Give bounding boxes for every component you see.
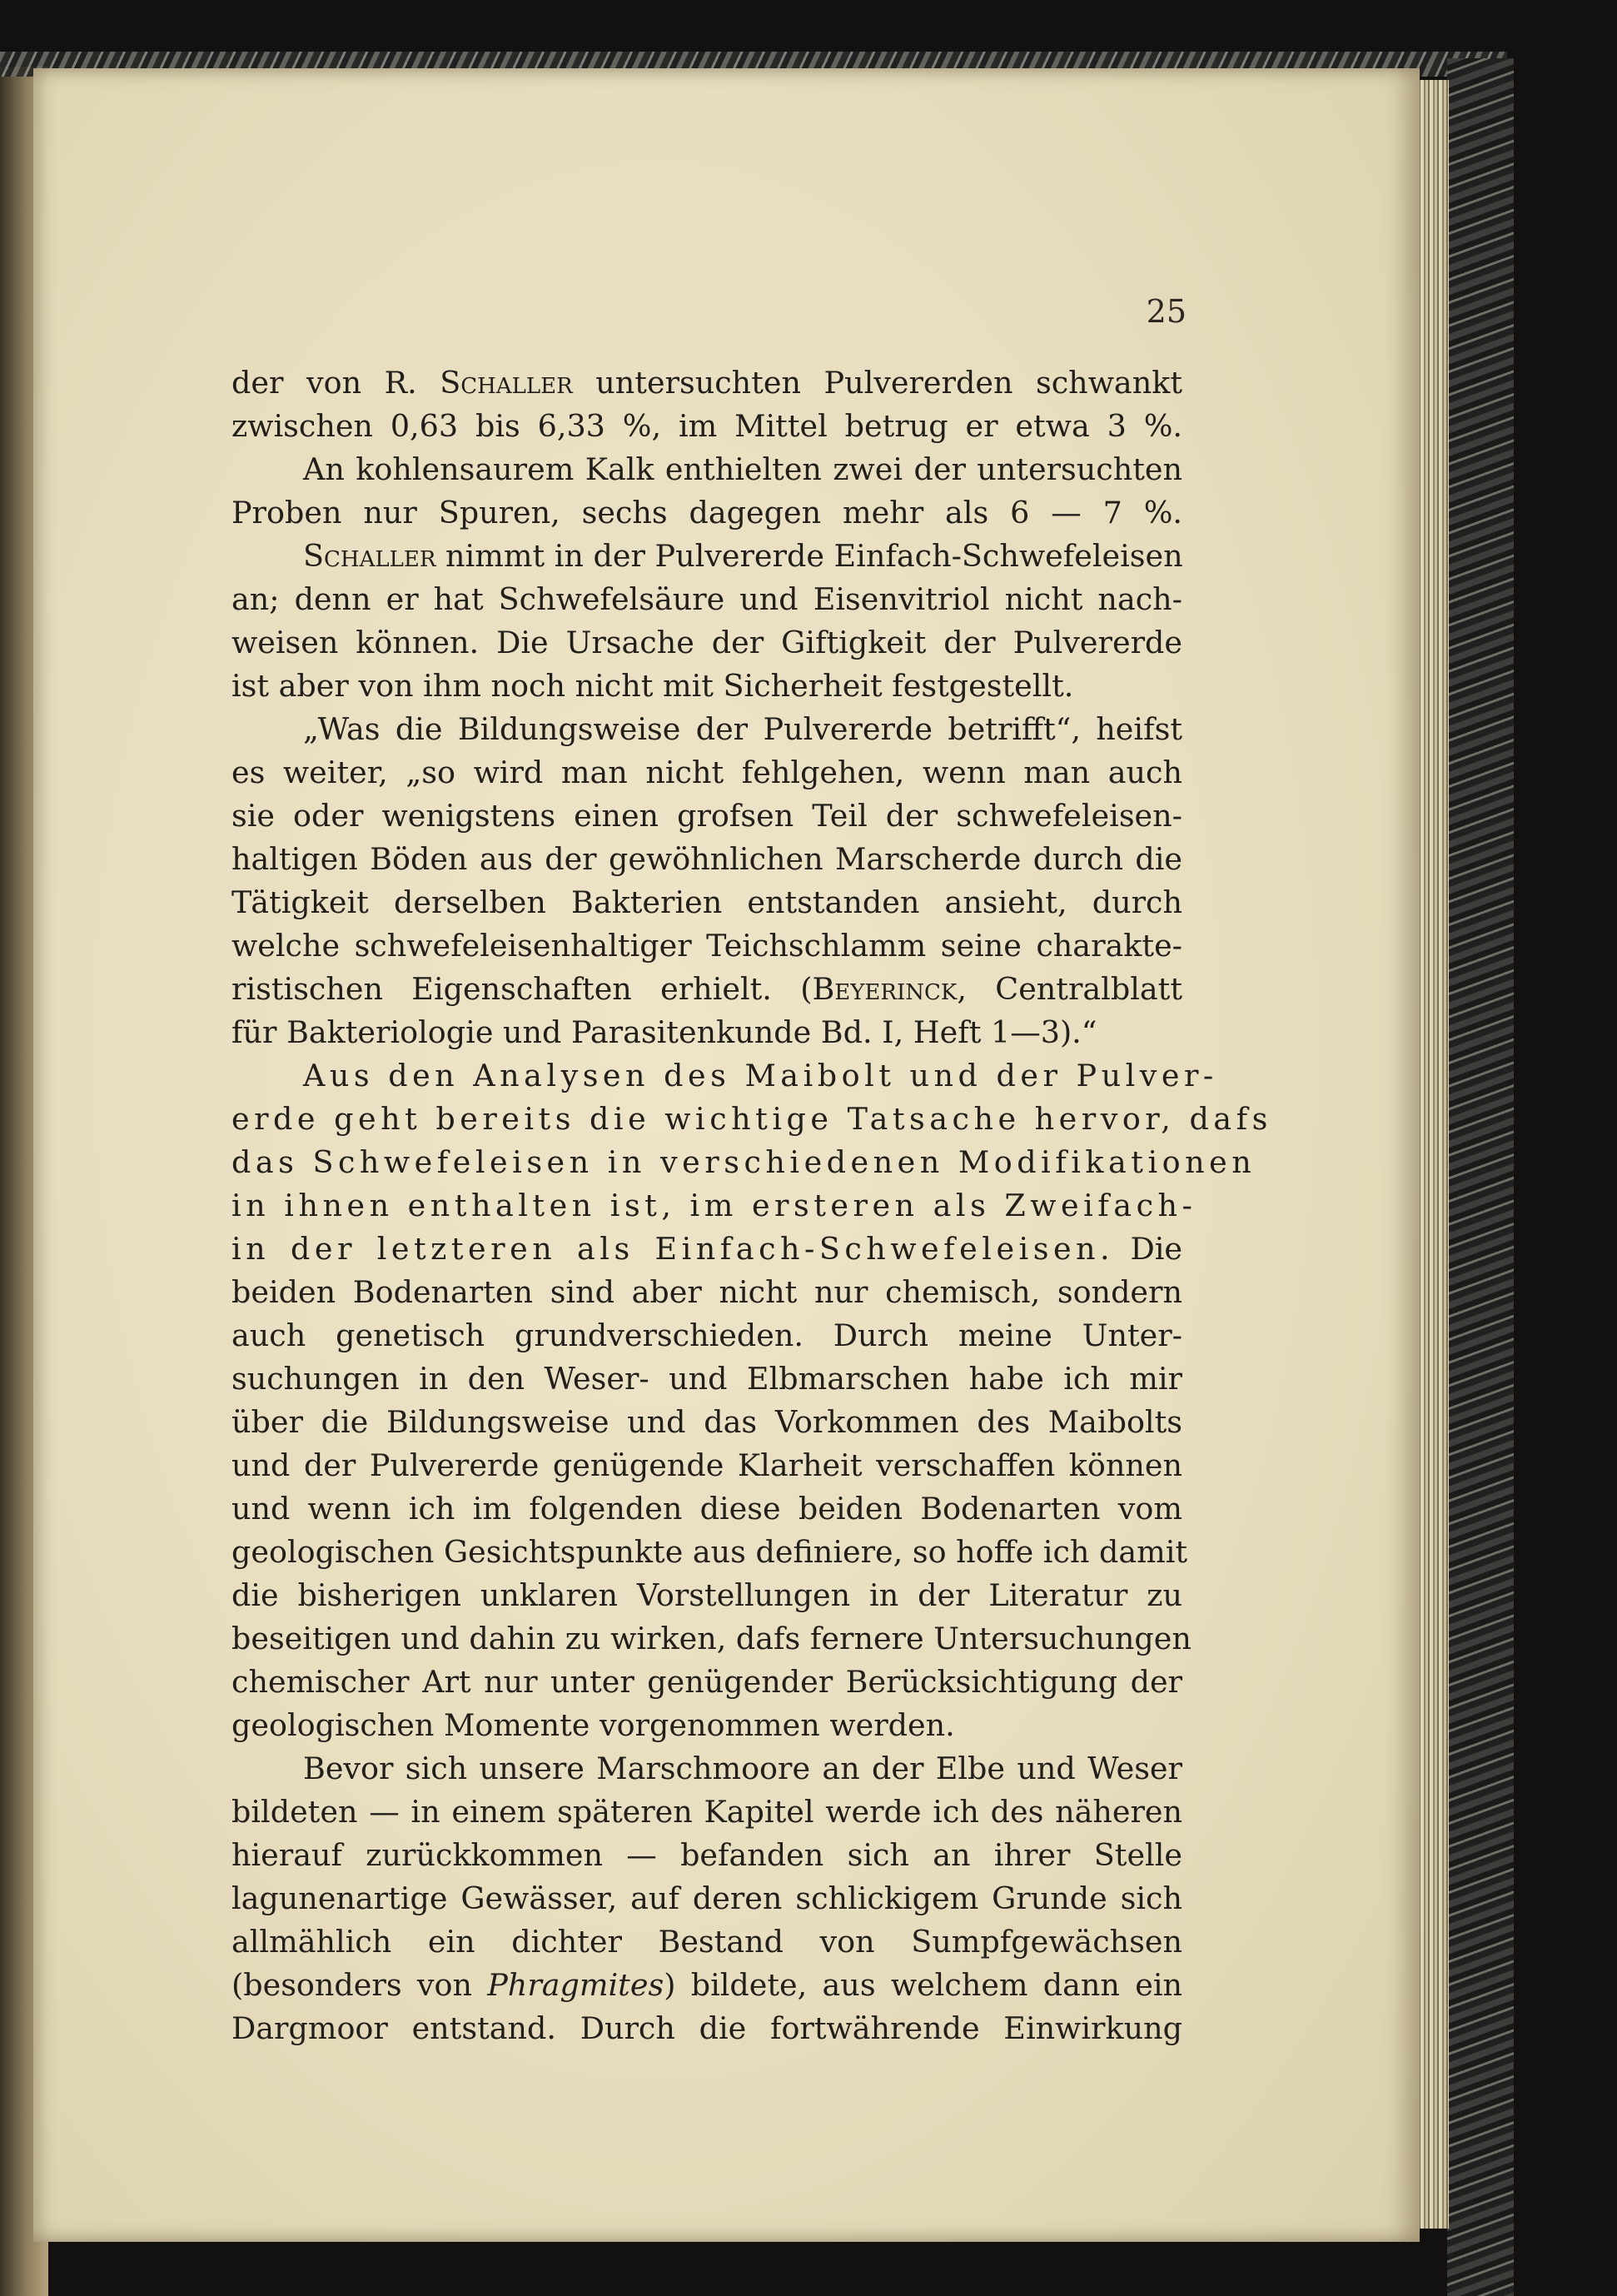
text-line: für Bakteriologie und Parasitenkunde Bd. I, Heft 1—3).“ (231, 1014, 1097, 1050)
text-line: Proben nur Spuren, sechs dagegen mehr als 6 — 7 %. (231, 495, 1182, 530)
text-line: (besonders von Phragmites) bildete, aus welchem dann ein (231, 1967, 1183, 2003)
text-line: über die Bildungsweise und das Vorkommen des Maibolts (231, 1404, 1182, 1440)
text-line: an; denn er hat Schwefelsäure und Eisenvitriol nicht nach- (231, 581, 1182, 617)
text-line: beseitigen und dahin zu wirken, dafs fernere Untersuchungen (231, 1621, 1192, 1656)
text-line: Bevor sich unsere Marschmoore an der Elbe und Weser (303, 1751, 1182, 1786)
text-line: lagunenartige Gewässer, auf deren schlickigem Grunde sich (231, 1880, 1182, 1916)
page-number: 25 (1146, 293, 1187, 330)
text-line: geologischen Gesichtspunkte aus definiere, so hoffe ich damit (231, 1534, 1188, 1570)
text-line: suchungen in den Weser- und Elbmarschen habe ich mir (231, 1361, 1182, 1397)
text-line: und der Pulvererde genügende Klarheit verschaffen können (231, 1447, 1182, 1483)
text-line: „Was die Bildungsweise der Pulvererde betrifft“, heifst (303, 711, 1182, 747)
text-line: An kohlensaurem Kalk enthielten zwei der untersuchten (303, 451, 1182, 487)
text-line: sie oder wenigstens einen grofsen Teil der schwefeleisen- (231, 798, 1182, 834)
text-line: der von R. Schaller untersuchten Pulvererden schwankt (231, 365, 1182, 401)
book-page (33, 68, 1420, 2242)
text-line: haltigen Böden aus der gewöhnlichen Marscherde durch die (231, 841, 1182, 877)
text-line: weisen können. Die Ursache der Giftigkeit der Pulvererde (231, 625, 1182, 660)
text-line: beiden Bodenarten sind aber nicht nur chemisch, sondern (231, 1274, 1182, 1310)
text-line: geologischen Momente vorgenommen werden. (231, 1707, 955, 1743)
text-line: Schaller nimmt in der Pulvererde Einfach-Schwefeleisen (303, 538, 1183, 574)
text-line: die bisherigen unklaren Vorstellungen in der Literatur zu (231, 1577, 1182, 1613)
text-line: in der letzteren als Einfach-Schwefeleisen. Die (231, 1231, 1182, 1267)
text-line: in ihnen enthalten ist, im ersteren als Zweifach- (231, 1188, 1197, 1223)
text-line: Dargmoor entstand. Durch die fortwährende Einwirkung (231, 2010, 1182, 2046)
text-line: bildeten — in einem späteren Kapitel werde ich des näheren (231, 1794, 1182, 1830)
body-text (231, 361, 1272, 2050)
text-line: Tätigkeit derselben Bakterien entstanden ansieht, durch (231, 884, 1182, 920)
text-line: das Schwefeleisen in verschiedenen Modifikationen (231, 1144, 1256, 1180)
text-line: es weiter, „so wird man nicht fehlgehen, wenn man auch (231, 755, 1182, 790)
text-line: zwischen 0,63 bis 6,33 %, im Mittel betrug er etwa 3 %. (231, 408, 1182, 444)
text-line: erde geht bereits die wichtige Tatsache hervor, dafs (231, 1101, 1272, 1137)
text-line: ristischen Eigenschaften erhielt. (Beyerinck, Centralblatt (231, 971, 1182, 1007)
right-binding (1447, 58, 1514, 2296)
text-line: Aus den Analysen des Maibolt und der Pulver- (303, 1058, 1218, 1093)
text-line: welche schwefeleisenhaltiger Teichschlamm seine charakte- (231, 928, 1182, 964)
text-line: ist aber von ihm noch nicht mit Sicherheit festgestellt. (231, 668, 1074, 704)
text-line: auch genetisch grundverschieden. Durch meine Unter- (231, 1317, 1182, 1353)
text-line: und wenn ich im folgenden diese beiden Bodenarten vom (231, 1491, 1182, 1527)
text-line: allmählich ein dichter Bestand von Sumpfgewächsen (231, 1924, 1182, 1960)
text-line: hierauf zurückkommen — befanden sich an ihrer Stelle (231, 1837, 1182, 1873)
text-line: chemischer Art nur unter genügender Berücksichtigung der (231, 1664, 1182, 1700)
